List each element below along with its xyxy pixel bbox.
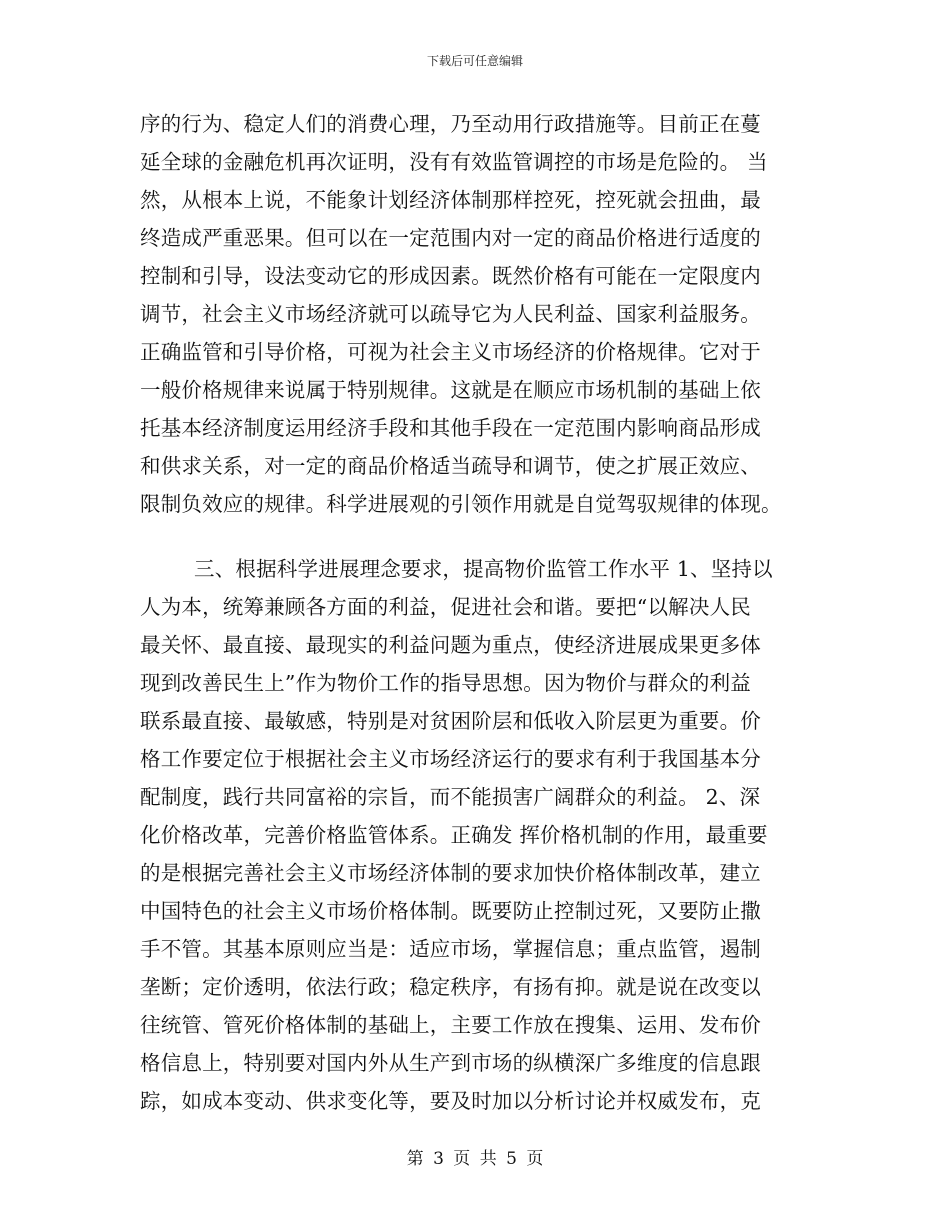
text-line: 的是根据完善社会主义市场经济体制的要求加快价格体制改革，建立 <box>140 861 761 885</box>
text-line: 和供求关系，对一定的商品价格适当疏导和调节，使之扩展正效应、 <box>140 454 761 478</box>
text-line: 终造成严重恶果。但可以在一定范围内对一定的商品价格进行适度的 <box>140 226 761 250</box>
text-line: 踪，如成本变动、供求变化等，要及时加以分析讨论并权威发布，克 <box>140 1089 761 1113</box>
text-line: 正确监管和引导价格，可视为社会主义市场经济的价格规律。它对于 <box>140 340 761 364</box>
text-line: 中国特色的社会主义市场价格体制。既要防止控制过死，又要防止撒 <box>140 899 761 923</box>
page-header: 下载后可任意编辑 <box>426 54 523 68</box>
section-heading-line: 三、根据科学进展理念要求，提高物价监管工作水平 1、坚持以 <box>194 557 773 581</box>
text-line: 调节，社会主义市场经济就可以疏导它为人民利益、国家利益服务。 <box>140 302 761 326</box>
text-line: 垄断；定价透明，依法行政；稳定秩序，有扬有抑。就是说在改变以 <box>140 975 761 999</box>
text-line: 延全球的金融危机再次证明，没有有效监管调控的市场是危险的。 当 <box>140 150 768 174</box>
text-line: 人为本，统筹兼顾各方面的利益，促进社会和谐。要把“以解决人民 <box>140 595 751 619</box>
text-line: 手不管。其基本原则应当是：适应市场，掌握信息；重点监管，遏制 <box>140 937 761 961</box>
text-line: 托基本经济制度运用经济手段和其他手段在一定范围内影响商品形成 <box>140 416 761 440</box>
body-paragraph-2 <box>140 550 812 1120</box>
text-line: 格信息上，特别要对国内外从生产到市场的纵横深广多维度的信息跟 <box>140 1051 761 1075</box>
text-line: 格工作要定位于根据社会主义市场经济运行的要求有利于我国基本分 <box>140 747 761 771</box>
text-line: 然，从根本上说，不能象计划经济体制那样控死，控死就会扭曲，最 <box>140 188 761 212</box>
text-line: 往统管、管死价格体制的基础上，主要工作放在搜集、运用、发布价 <box>140 1013 761 1037</box>
text-line: 化价格改革，完善价格监管体系。正确发 挥价格机制的作用，最重要 <box>140 823 768 847</box>
text-line: 控制和引导，设法变动它的形成因素。既然价格有可能在一定限度内 <box>140 264 761 288</box>
text-line: 最关怀、最直接、最现实的利益问题为重点，使经济进展成果更多体 <box>140 633 761 657</box>
text-line: 现到改善民生上”作为物价工作的指导思想。因为物价与群众的利益 <box>140 671 751 695</box>
text-line: 限制负效应的规律。科学进展观的引领作用就是自觉驾驭规律的体现。 <box>140 492 782 516</box>
text-line: 配制度，践行共同富裕的宗旨，而不能损害广阔群众的利益。 2、深 <box>140 785 761 809</box>
text-line: 联系最直接、最敏感，特别是对贫困阶层和低收入阶层更为重要。价 <box>140 709 761 733</box>
body-paragraph-1 <box>140 105 812 523</box>
page-number-footer: 第 3 页 共 5 页 <box>406 1149 544 1169</box>
text-line: 序的行为、稳定人们的消费心理，乃至动用行政措施等。目前正在蔓 <box>140 112 761 136</box>
text-line: 一般价格规律来说属于特别规律。这就是在顺应市场机制的基础上依 <box>140 378 761 402</box>
